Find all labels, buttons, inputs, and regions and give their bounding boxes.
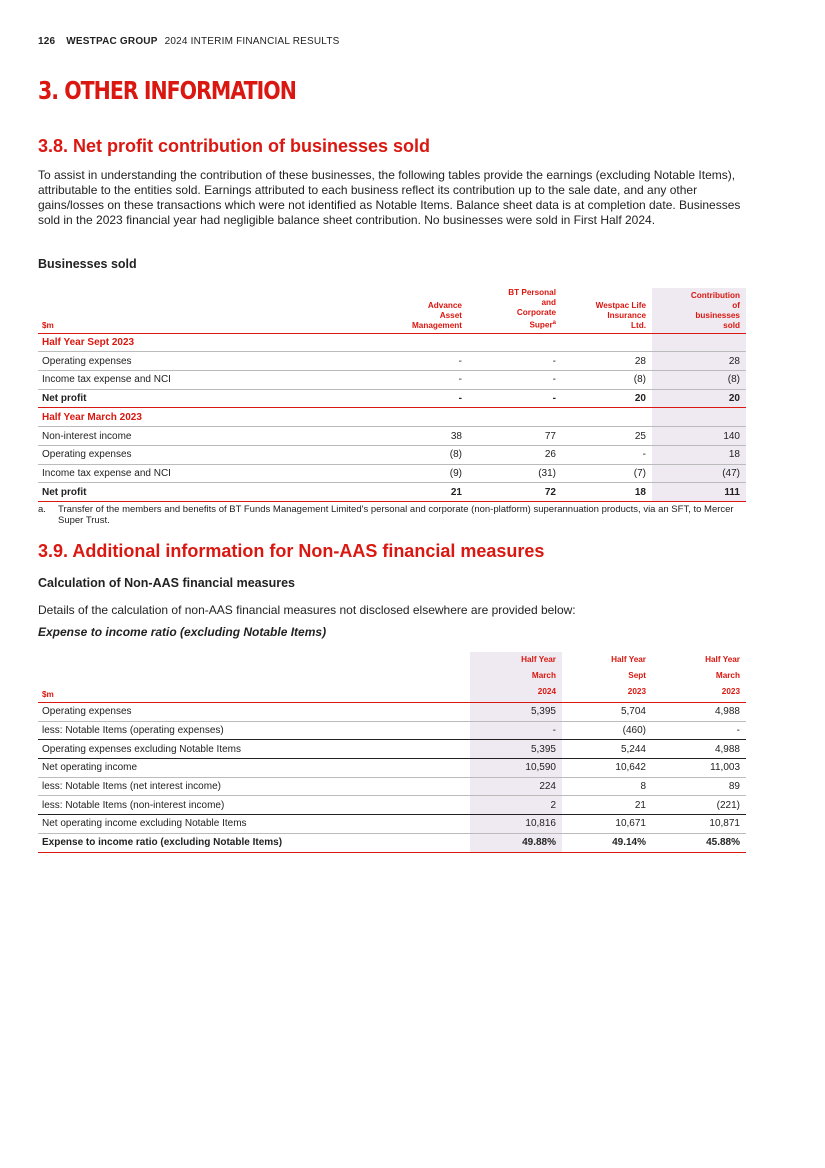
header-line: Contribution	[690, 290, 740, 300]
column-label: $m	[38, 652, 470, 703]
cell-value: 77	[468, 427, 562, 446]
cell-value: 20	[562, 389, 652, 408]
table-row	[38, 721, 746, 740]
table-body	[38, 703, 746, 853]
cell-value	[380, 408, 468, 427]
cell-value: 140	[652, 427, 746, 446]
row-label: Income tax expense and NCI	[38, 371, 380, 390]
column-header	[652, 288, 746, 333]
cell-value	[468, 408, 562, 427]
table-row	[38, 371, 746, 390]
column-label: $m	[38, 288, 380, 333]
footnote	[38, 504, 750, 526]
cell-value: 21	[562, 796, 652, 815]
section-39-intro: Details of the calculation of non-AAS financial measures not disclosed elsewhere are provided below:	[38, 603, 576, 617]
header-line: businesses	[695, 310, 740, 320]
header-line: Corporate	[516, 308, 556, 317]
row-label: Operating expenses	[38, 445, 380, 464]
header-line: Ltd.	[630, 320, 646, 330]
header-line: Half Year	[521, 655, 556, 664]
header-line: Super	[529, 320, 553, 330]
table-row	[38, 777, 746, 796]
cell-value: 25	[562, 427, 652, 446]
section-39-title: 3.9. Additional information for Non-AAS financial measures	[38, 541, 545, 561]
header-line: of	[732, 300, 740, 310]
footnote-superscript: a	[552, 320, 556, 326]
row-label: Operating expenses	[38, 703, 470, 722]
cell-value: 49.14%	[562, 833, 652, 852]
section-row	[38, 408, 746, 427]
footnote-text: Transfer of the members and benefits of BT Funds Management Limited's personal and corporate (non-platform) superannuation products, via an SFT, to Mercer Super Trust.	[58, 504, 734, 526]
row-label: Income tax expense and NCI	[38, 464, 380, 483]
cell-value: (8)	[562, 371, 652, 390]
header-line: Sept	[628, 671, 646, 680]
cell-value: 28	[652, 352, 746, 371]
cell-value	[468, 333, 562, 352]
cell-value: 5,395	[470, 740, 562, 759]
table-body	[38, 333, 746, 501]
header-line: 2024	[537, 687, 556, 696]
cell-value	[652, 408, 746, 427]
row-label: Half Year Sept 2023	[38, 333, 380, 352]
table-header-row	[38, 288, 746, 333]
row-label: Net operating income excluding Notable Items	[38, 815, 470, 834]
cell-value: 5,395	[470, 703, 562, 722]
table-row	[38, 815, 746, 834]
row-label: less: Notable Items (non-interest income)	[38, 796, 470, 815]
cell-value: 111	[652, 483, 746, 502]
page-number: 126	[38, 36, 56, 47]
cell-value: -	[468, 389, 562, 408]
header-line: Half Year	[705, 655, 740, 664]
cell-value: 89	[652, 777, 746, 796]
cell-value	[380, 333, 468, 352]
cell-value: 10,816	[470, 815, 562, 834]
row-label: Net operating income	[38, 759, 470, 778]
businesses-sold-table	[38, 288, 746, 502]
cell-value: (221)	[652, 796, 746, 815]
header-line: sold	[723, 320, 740, 330]
cell-value: 38	[380, 427, 468, 446]
table-row	[38, 796, 746, 815]
cell-value: -	[652, 721, 746, 740]
cell-value: 8	[562, 777, 652, 796]
table-row	[38, 759, 746, 778]
cell-value: -	[380, 371, 468, 390]
cell-value: 11,003	[652, 759, 746, 778]
cell-value: 5,244	[562, 740, 652, 759]
cell-value: 2	[470, 796, 562, 815]
column-header	[380, 288, 468, 333]
header-line: BT Personal	[508, 288, 556, 297]
row-label: Expense to income ratio (excluding Notable Items)	[38, 833, 470, 852]
section-38-title: 3.8. Net profit contribution of businesses sold	[38, 136, 431, 156]
businesses-sold-label: Businesses sold	[38, 257, 137, 271]
cell-value: -	[562, 445, 652, 464]
column-header	[470, 652, 562, 703]
cell-value: (7)	[562, 464, 652, 483]
table-row	[38, 445, 746, 464]
table-header-row	[38, 652, 746, 703]
column-header	[652, 652, 746, 703]
section-38-intro: To assist in understanding the contribution of these businesses, the following tables provide the earnings (excluding Notable Items), attributable to the entities sold. Earnings attributed to each business reflect its contribution up to the sale date, and any other gains/losses on these transactions which were not identified as Notable Items. Balance sheet data is at completion date. Businesses sold in the 2023 financial year had negligible balance sheet contribution. No businesses were sold in First Half 2024.	[38, 168, 741, 227]
table-row	[38, 464, 746, 483]
cell-value: 4,988	[652, 740, 746, 759]
row-label: Net profit	[38, 389, 380, 408]
cell-value: 28	[562, 352, 652, 371]
cell-value: 21	[380, 483, 468, 502]
table-row	[38, 427, 746, 446]
table-row	[38, 703, 746, 722]
expense-ratio-label: Expense to income ratio (excluding Notable Items)	[38, 625, 327, 639]
column-header	[562, 652, 652, 703]
total-row	[38, 389, 746, 408]
cell-value	[652, 333, 746, 352]
cell-value: 10,590	[470, 759, 562, 778]
cell-value	[562, 408, 652, 427]
cell-value: (8)	[380, 445, 468, 464]
header-line: Advance	[427, 300, 462, 310]
cell-value: 4,988	[652, 703, 746, 722]
cell-value: -	[468, 352, 562, 371]
cell-value: 18	[562, 483, 652, 502]
cell-value: (8)	[652, 371, 746, 390]
cell-value: -	[380, 352, 468, 371]
header-line: Asset	[439, 310, 462, 320]
expense-ratio-table	[38, 652, 746, 853]
cell-value: 26	[468, 445, 562, 464]
row-label: Non-interest income	[38, 427, 380, 446]
column-header	[562, 288, 652, 333]
cell-value: (31)	[468, 464, 562, 483]
header-line: March	[531, 671, 556, 680]
cell-value: -	[470, 721, 562, 740]
header-line: Half Year	[611, 655, 646, 664]
cell-value: 10,642	[562, 759, 652, 778]
cell-value	[562, 333, 652, 352]
running-header	[38, 36, 340, 47]
row-label: less: Notable Items (operating expenses)	[38, 721, 470, 740]
header-line: Insurance	[607, 310, 646, 320]
row-label: less: Notable Items (net interest income)	[38, 777, 470, 796]
cell-value: (47)	[652, 464, 746, 483]
footnote-mark: a.	[38, 504, 46, 515]
cell-value: 20	[652, 389, 746, 408]
cell-value: (460)	[562, 721, 652, 740]
header-line: March	[715, 671, 740, 680]
brand-name: WESTPAC GROUP	[66, 36, 158, 47]
table-row	[38, 352, 746, 371]
row-label: Half Year March 2023	[38, 408, 380, 427]
header-line: and	[541, 298, 556, 307]
row-label: Net profit	[38, 483, 380, 502]
cell-value: 18	[652, 445, 746, 464]
column-header	[468, 288, 562, 333]
cell-value: -	[380, 389, 468, 408]
cell-value: -	[468, 371, 562, 390]
section-39-subtitle: Calculation of Non-AAS financial measures	[38, 576, 295, 590]
cell-value: 45.88%	[652, 833, 746, 852]
table-row	[38, 740, 746, 759]
header-line: Management	[411, 320, 462, 330]
cell-value: 224	[470, 777, 562, 796]
header-line: 2023	[721, 687, 740, 696]
header-line: 2023	[627, 687, 646, 696]
cell-value: (9)	[380, 464, 468, 483]
cell-value: 49.88%	[470, 833, 562, 852]
section-row	[38, 333, 746, 352]
report-name: 2024 INTERIM FINANCIAL RESULTS	[164, 36, 340, 47]
cell-value: 10,671	[562, 815, 652, 834]
row-label: Operating expenses excluding Notable Items	[38, 740, 470, 759]
total-row	[38, 833, 746, 852]
cell-value: 72	[468, 483, 562, 502]
row-label: Operating expenses	[38, 352, 380, 371]
chapter-title: 3. OTHER INFORMATION	[38, 76, 296, 105]
cell-value: 10,871	[652, 815, 746, 834]
total-row	[38, 483, 746, 502]
header-line: Westpac Life	[595, 300, 646, 310]
cell-value: 5,704	[562, 703, 652, 722]
